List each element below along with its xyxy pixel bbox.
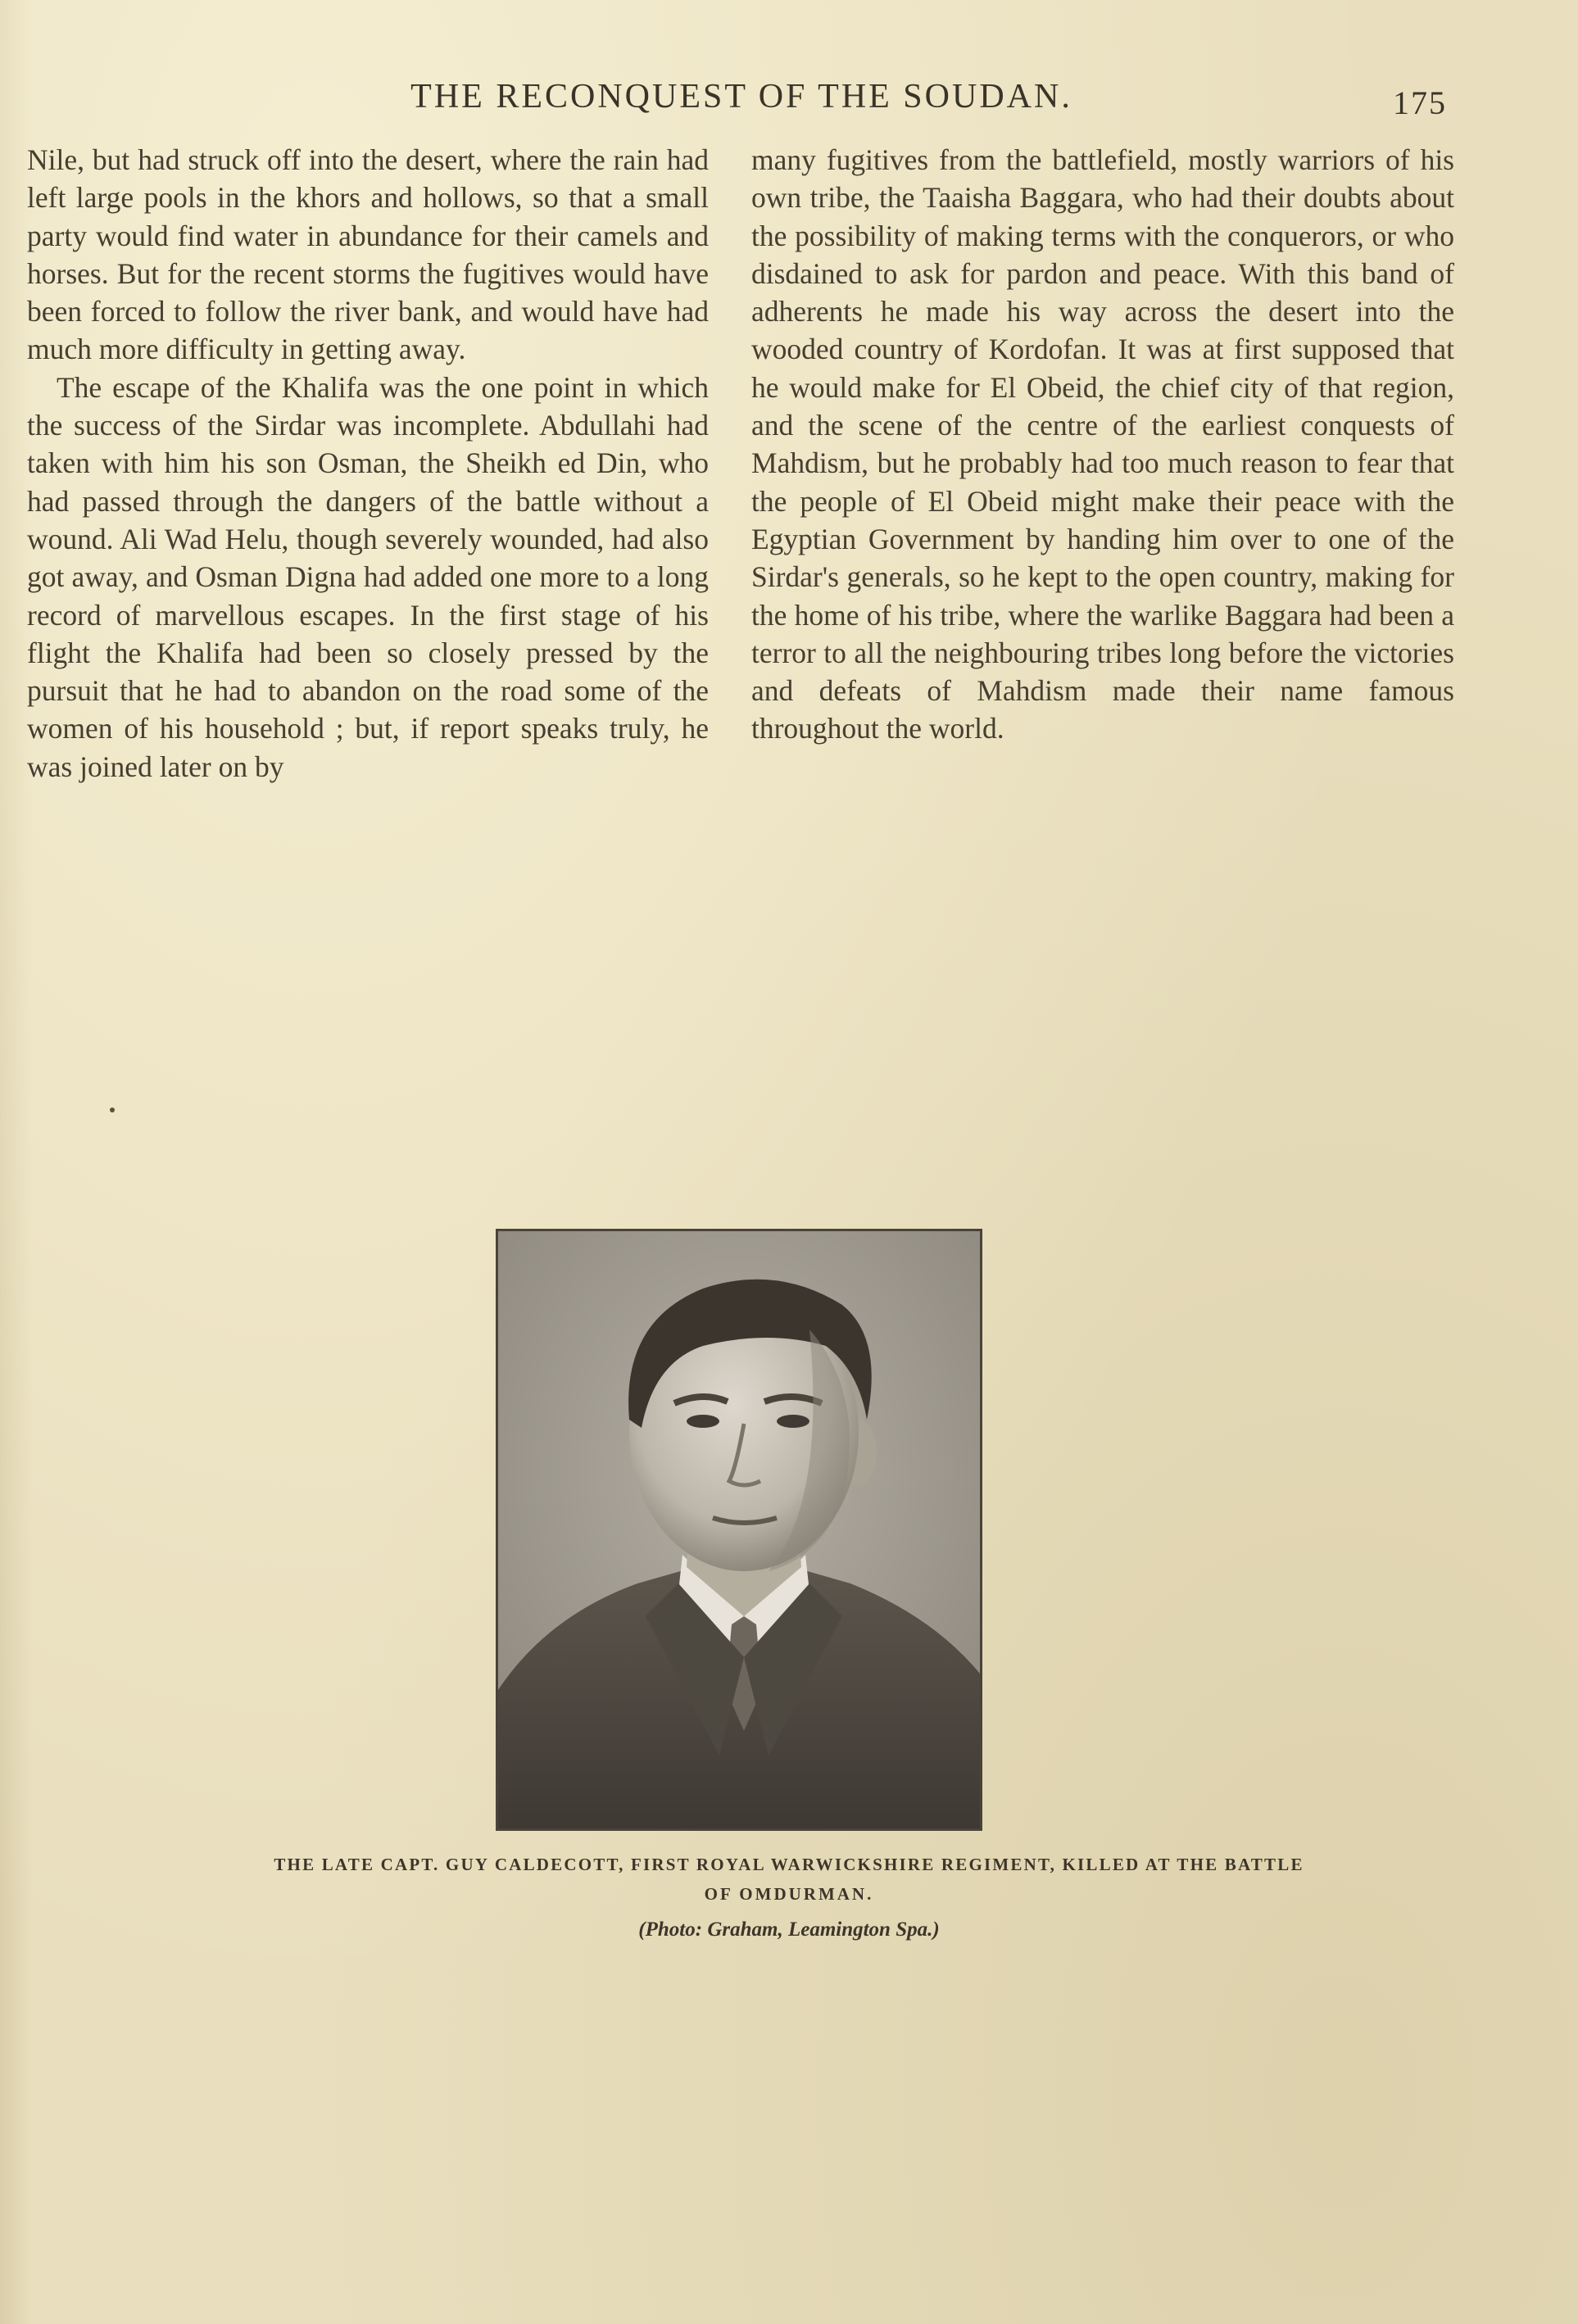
paragraph: many fugitives from the battlefield, mostly warriors of his own tribe, the Taaisha Baggara, who had their doubts about the possibility of making terms with the conquerors, or who disdained to ask for pardon and peace. With this band of adherents he made his way across the desert into the wooded country of Kordofan. It was at first supposed that he would make for El Obeid, the chief city of that region, and the scene of the centre of the earliest conquests of Mahdism, but he probably had too much reason to fear that the people of El Obeid might make their peace with the Egyptian Government by handing him over to one of the Sirdar's generals, so he kept to the open country, making for the home of his tribe, where the warlike Baggara had been a terror to all the neighbouring tribes long before the victories and defeats of Mahdism made their name famous throughout the world.: [751, 143, 1454, 745]
figure-caption: THE LATE CAPT. GUY CALDECOTT, FIRST ROYAL WARWICKSHIRE REGIMENT, KILLED AT THE BATTLE: [274, 1855, 1304, 1874]
paragraph: Nile, but had struck off into the desert, where the rain had left large pools in the khors and hollows, so that a small party would find water in abundance for their camels and horses. But for the recent storms the fugitives would have been forced to follow the river bank, and would have had much more difficulty in getting away.: [27, 143, 709, 366]
running-title: THE RECONQUEST OF THE SOUDAN.: [410, 78, 1072, 116]
figure-caption-continued: OF OMDURMAN.: [704, 1884, 874, 1904]
right-text-column: [751, 141, 1454, 748]
portrait-photo: [496, 1229, 982, 1831]
photo-credit: (Photo: Graham, Leamington Spa.): [638, 1919, 940, 1941]
paragraph: The escape of the Khalifa was the one point in which the success of the Sirdar was incomplete. Abdullahi had taken with him his son Osman, the Sheikh ed Din, who had passed through the dangers of the battle without a wound. Ali Wad Helu, though severely wounded, had also got away, and Osman Digna had added one more to a long record of marvellous escapes. In the first stage of his flight the Khalifa had been so closely pressed by the pursuit that he had to abandon on the road some of the women of his household ; but, if report speaks truly, he was joined later on by: [27, 370, 709, 783]
print-speck: [110, 1108, 115, 1112]
left-text-column: [27, 141, 709, 786]
portrait-illustration: [498, 1231, 980, 1828]
page-header: [0, 72, 1578, 121]
page-number: 175: [1393, 84, 1447, 121]
